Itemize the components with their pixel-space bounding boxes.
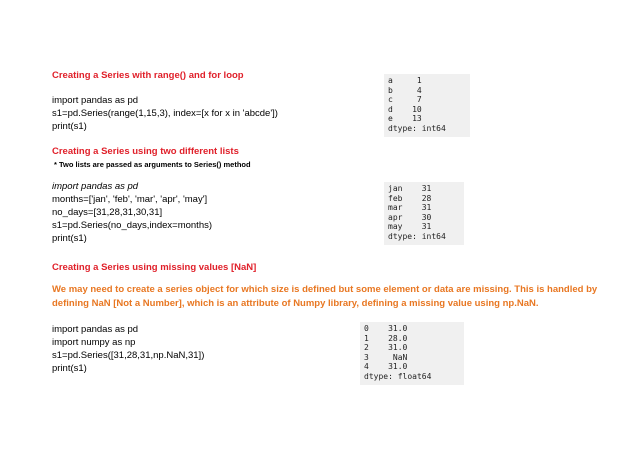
code-line: import pandas as pd [52, 324, 139, 335]
section-1-output [384, 74, 470, 137]
code-line: print(s1) [52, 233, 87, 244]
section-1-code [52, 94, 278, 133]
output-line: b 4 [388, 85, 422, 95]
code-line: months=['jan', 'feb', 'mar', 'apr', 'may'] [52, 194, 208, 205]
output-line: c 7 [388, 95, 422, 105]
output-line: 1 28.0 [364, 333, 408, 343]
output-line: 0 31.0 [364, 324, 408, 333]
section-3-output [360, 322, 464, 385]
output-line: e 13 [388, 114, 422, 124]
code-line: s1=pd.Series(range(1,15,3), index=[x for x in 'abcde']) [52, 108, 278, 119]
section-3-code [52, 323, 204, 375]
output-line: a 1 [388, 76, 422, 85]
output-line: 3 NaN [364, 352, 408, 362]
code-line: s1=pd.Series(no_days,index=months) [52, 220, 213, 231]
section-2-output [384, 182, 464, 245]
section-3-paragraph: We may need to create a series object for which size is defined but some element or data are missing. This is handled by defining NaN [Not a Number], which is an attribute of Numpy library, defining a missing value using np.NaN. [52, 284, 598, 309]
output-line: jan 31 [388, 184, 432, 193]
section-2-code [52, 180, 212, 245]
code-line: import numpy as np [52, 337, 136, 348]
output-line: 2 31.0 [364, 343, 408, 353]
code-line: import pandas as pd [52, 95, 139, 106]
output-line: apr 30 [388, 212, 432, 222]
output-line: dtype: int64 [388, 231, 446, 241]
output-line: feb 28 [388, 193, 432, 203]
section-2-note: * Two lists are passed as arguments to Series() method [54, 160, 251, 169]
code-line: no_days=[31,28,31,30,31] [52, 207, 163, 218]
section-3-heading: Creating a Series using missing values [NaN] [52, 262, 257, 273]
output-line: dtype: float64 [364, 371, 432, 381]
output-line: mar 31 [388, 203, 432, 213]
output-line: d 10 [388, 104, 422, 114]
code-line: print(s1) [52, 121, 87, 132]
section-2-heading: Creating a Series using two different lists [52, 146, 239, 157]
output-line: may 31 [388, 222, 432, 232]
output-line: dtype: int64 [388, 123, 446, 133]
code-line: print(s1) [52, 363, 87, 374]
code-line: import pandas as pd [52, 181, 139, 192]
code-line: s1=pd.Series([31,28,31,np.NaN,31]) [52, 350, 205, 361]
output-line: 4 31.0 [364, 362, 408, 372]
section-1-heading: Creating a Series with range() and for loop [52, 70, 244, 81]
